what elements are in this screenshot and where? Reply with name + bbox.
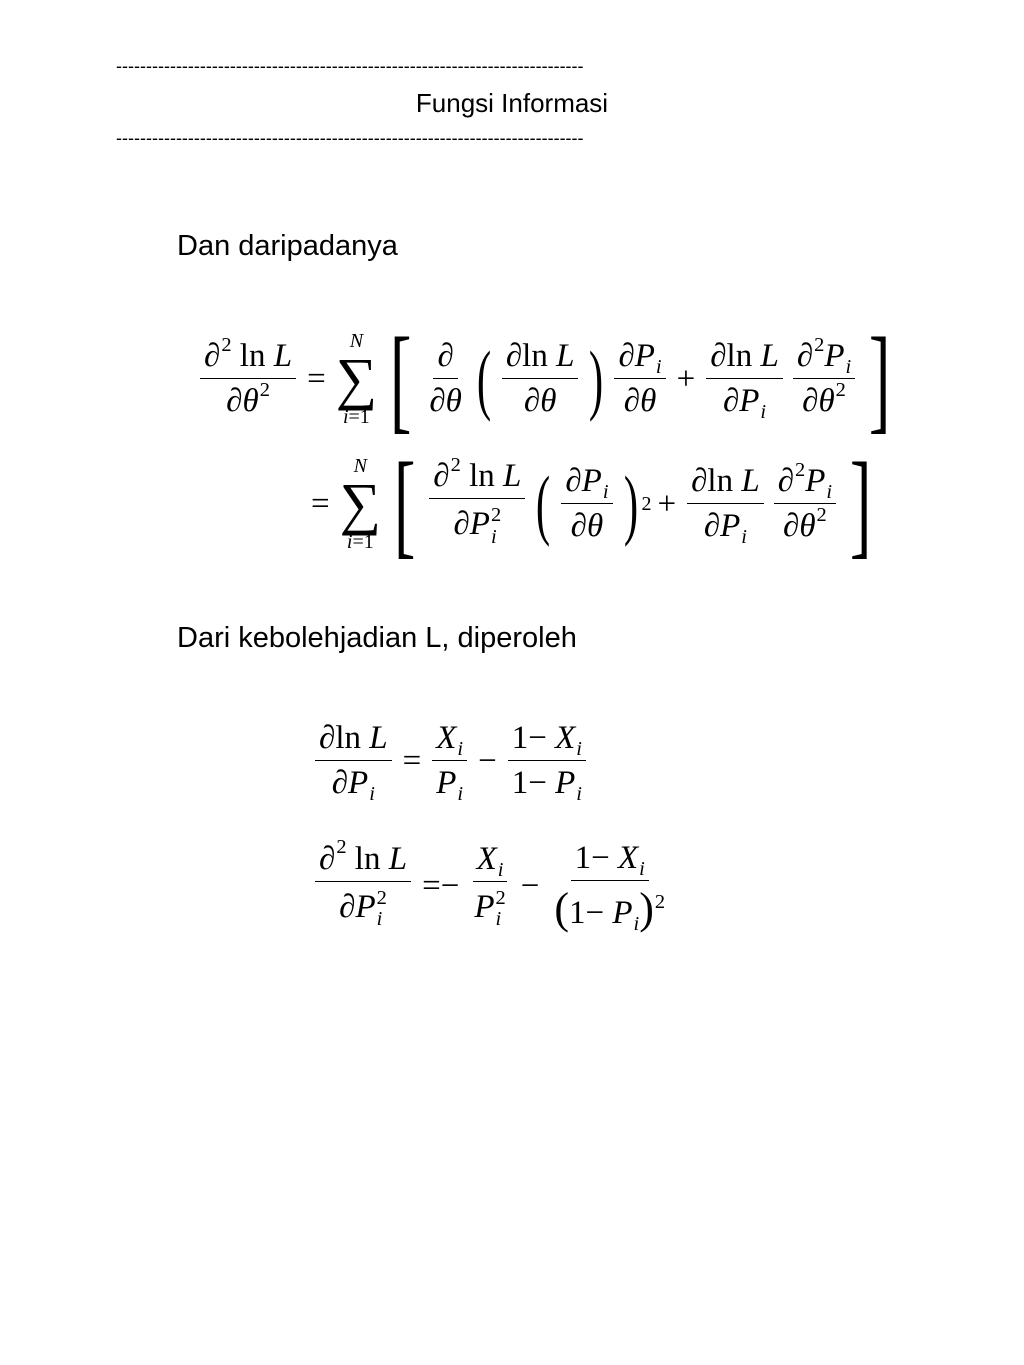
- lhs-fraction: $\frac{\partial^2 \ln L}{\partial\theta^2}$: [200, 340, 296, 418]
- page-title: Fungsi Informasi: [415, 88, 609, 118]
- equation-second-derivative-line2: = N ∑ i=1 [ ∂$^2$ ln L ∂P 2 i ( $\frac{\partial P_i}{\partial\theta}$ ) 2 + $\frac{\text{∂ln L}}{\partial P_i}$ $\frac{\partial^2P_i}{\partial\theta^2}$ ]: [311, 438, 872, 569]
- equation-first-derivative-lnL: $\frac{\text{∂ln L}}{\partial P_i}$ = $\frac{X_i}{P_i}$ − $\frac{1- X_i}{1- P_i}$: [310, 722, 591, 800]
- equals-sign: =: [311, 485, 330, 522]
- header-rule-bottom: ------------------------------------------------------------------------------: [116, 128, 584, 148]
- summation: N ∑ i=1: [339, 455, 381, 553]
- paragraph-likelihood: Dari kebolehjadian L, diperoleh: [177, 622, 577, 654]
- paragraph-intro: Dan daripadanya: [177, 230, 398, 262]
- summation: N ∑ i=1: [335, 330, 378, 428]
- equation-second-derivative-line1: $\frac{\partial^2 \ln L}{\partial\theta^2}$ = N ∑ i=1 [ $\frac{\partial}{\partial\theta}$ ( $\frac{\text{∂ln L}}{\partial\theta}$ ) $\frac{\partial P_i}{\partial\theta}$ + $\frac{\text{∂ln L}}{\partial P_i}$ $\frac{\partial^2P_i}{\partial\theta^2}$ ]: [195, 320, 900, 438]
- header-rule-top: ------------------------------------------------------------------------------: [116, 56, 584, 76]
- equals-sign: =: [307, 360, 326, 397]
- equation-second-derivative-lnL: ∂$^2$ ln L ∂P 2 i =− $X_i$ P 2 i − $\frac{1- X_i}{(1- P_i)^2}$: [310, 842, 674, 931]
